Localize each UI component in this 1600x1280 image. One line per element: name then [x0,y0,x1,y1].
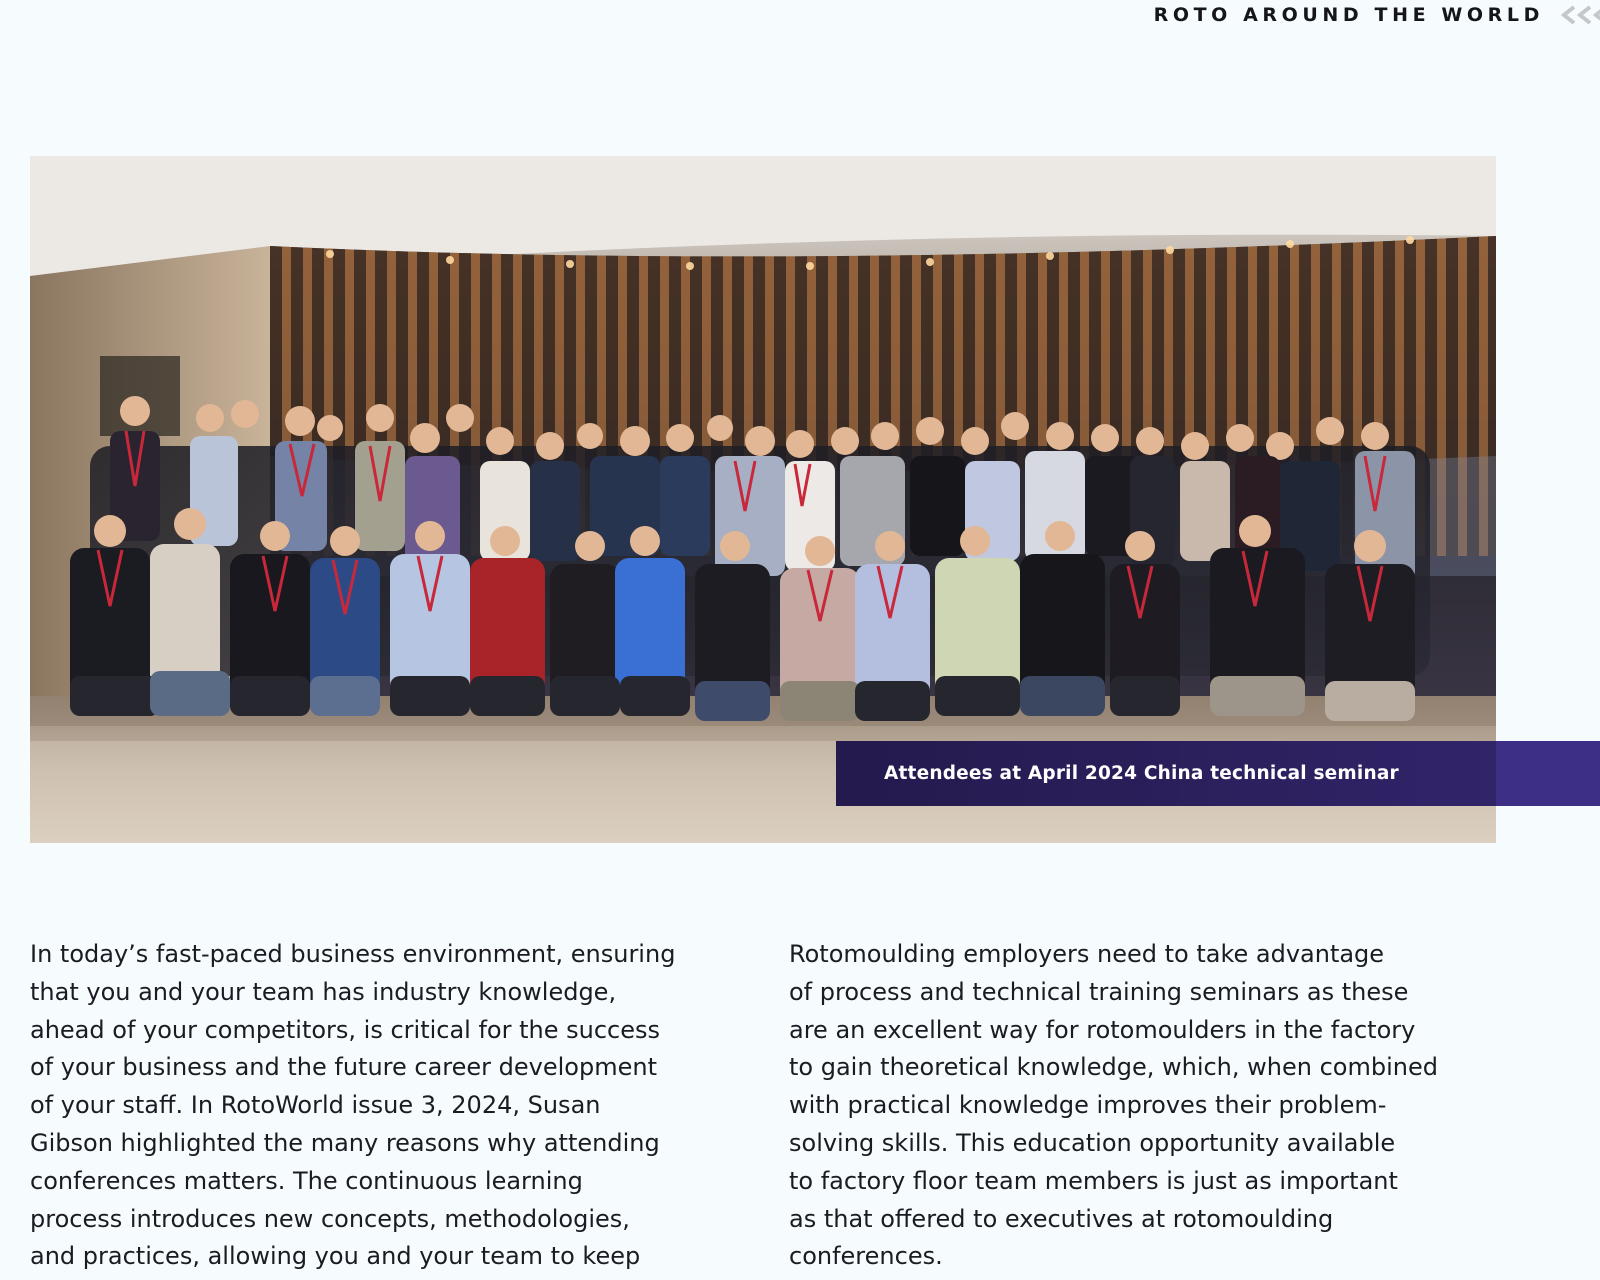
group-photo [30,156,1496,843]
photo-caption: Attendees at April 2024 China technical seminar [884,763,1399,784]
section-title: ROTO AROUND THE WORLD [1153,4,1544,26]
photo-caption-band [836,741,1600,806]
chevron-left-icon [1590,4,1600,26]
article-left-column: In today’s fast-paced business environment, ensuring that you and your team has industry knowledge, ahead of your competitors, is critical for the success of your business and the future career development of your staff. In RotoWorld issue 3, 2024, Susan Gibson highlighted the many reasons why attending conferences matters. The continuous learning process introduces new concepts, methodologies, and practices, allowing you and your team to keep [30,940,676,1271]
article-right-column: Rotomoulding employers need to take advantage of process and technical training seminars as these are an excellent way for rotomoulders in the factory to gain theoretical knowledge, which, when combined with practical knowledge improves their problem- solving skills. This education opportunity available to factory floor team members is just as important as that offered to executives at rotomoulding conferences. [789,940,1438,1271]
section-header [1080,0,1600,30]
triple-chevron-left-icon [1558,0,1600,30]
group-photo-illustration [30,156,1496,843]
